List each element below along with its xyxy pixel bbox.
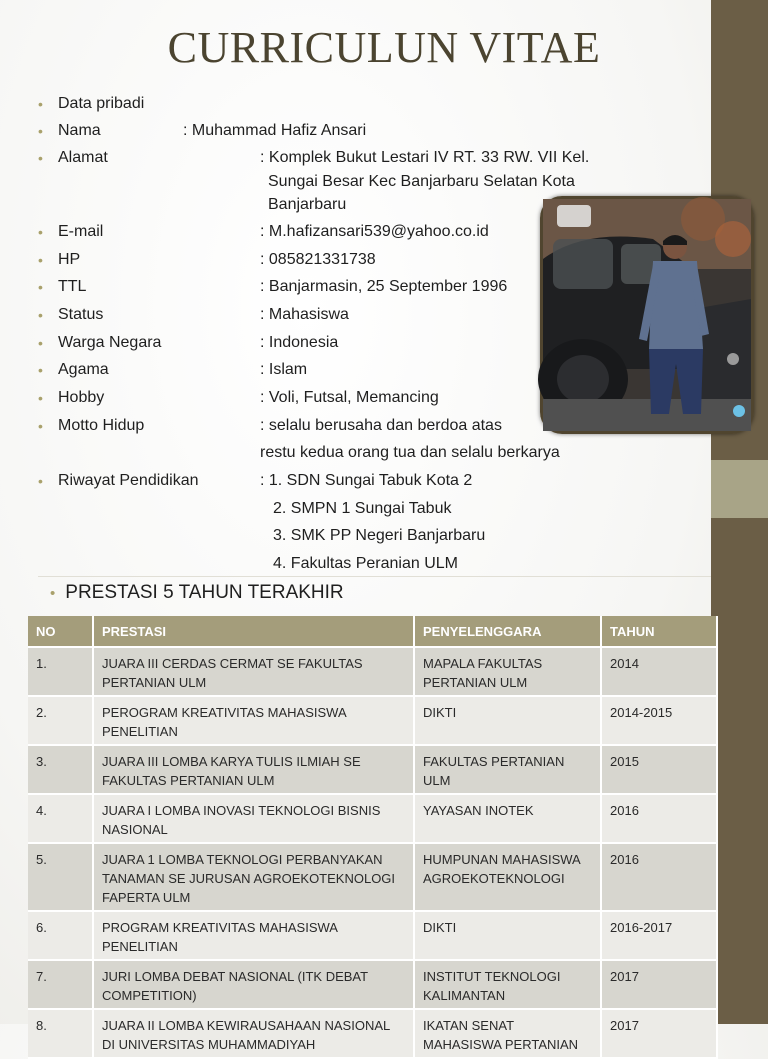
cell-tahun: 2014 (601, 647, 717, 696)
achievement-table (28, 616, 718, 1059)
table-row (28, 1009, 717, 1058)
bullet-icon: • (38, 390, 43, 406)
bio-label: Status (58, 306, 104, 323)
cell-penyelenggara: DIKTI (414, 911, 601, 960)
cell-penyelenggara: YAYASAN INOTEK (414, 794, 601, 843)
cell-no: 1. (28, 647, 93, 696)
bullet-icon: • (38, 335, 43, 351)
cell-tahun: 2016 (601, 843, 717, 911)
bio-label: HP (58, 251, 81, 268)
bullet-icon: • (38, 96, 43, 112)
bio-value-continued: restu kedua orang tua dan selalu berkarya (260, 444, 560, 461)
bullet-icon: • (38, 307, 43, 323)
cell-tahun: 2015 (601, 745, 717, 794)
bio-label: TTL (58, 278, 87, 295)
bio-value-continued: 3. SMK PP Negeri Banjarbaru (273, 527, 486, 544)
bio-value-continued: Sungai Besar Kec Banjarbaru Selatan Kota (268, 173, 575, 190)
bio-value: : Muhammad Hafiz Ansari (183, 122, 367, 139)
bullet-icon: • (38, 279, 43, 295)
bio-value-continued: 2. SMPN 1 Sungai Tabuk (273, 500, 452, 517)
cell-tahun: 2016 (601, 794, 717, 843)
table-row (28, 647, 717, 696)
cell-no: 8. (28, 1009, 93, 1058)
cell-prestasi: JUARA 1 LOMBA TEKNOLOGI PERBANYAKAN TANAMAN SE JURUSAN AGROEKOTEKNOLOGI FAPERTA ULM (93, 843, 414, 911)
bio-value: : Islam (260, 361, 308, 378)
cell-no: 2. (28, 696, 93, 745)
cell-penyelenggara: IKATAN SENAT MAHASISWA PERTANIAN (414, 1009, 601, 1058)
cell-penyelenggara: MAPALA FAKULTAS PERTANIAN ULM (414, 647, 601, 696)
bio-value: : Indonesia (260, 334, 339, 351)
bullet-icon: • (38, 123, 43, 139)
cell-prestasi: PROGRAM KREATIVITAS MAHASISWA PENELITIAN (93, 911, 414, 960)
cell-prestasi: JUARA I LOMBA INOVASI TEKNOLOGI BISNIS NASIONAL (93, 794, 414, 843)
cell-tahun: 2014-2015 (601, 696, 717, 745)
table-row (28, 911, 717, 960)
table-row (28, 960, 717, 1009)
bio-value: : selalu berusaha dan berdoa atas (260, 417, 502, 434)
cell-penyelenggara: INSTITUT TEKNOLOGI KALIMANTAN (414, 960, 601, 1009)
bullet-icon: • (50, 585, 56, 602)
header-no: NO (28, 616, 93, 647)
bio-label: E-mail (58, 223, 104, 240)
bullet-icon: • (38, 252, 43, 268)
bullet-icon: • (38, 473, 43, 489)
bio-value: : Mahasiswa (260, 306, 349, 323)
cell-prestasi: PEROGRAM KREATIVITAS MAHASISWA PENELITIAN (93, 696, 414, 745)
cell-penyelenggara: FAKULTAS PERTANIAN ULM (414, 745, 601, 794)
bio-value-continued: 4. Fakultas Peranian ULM (273, 555, 458, 572)
bio-value: : 1. SDN Sungai Tabuk Kota 2 (260, 472, 473, 489)
section-title: PRESTASI 5 TAHUN TERAKHIR (65, 582, 344, 603)
cell-tahun: 2017 (601, 960, 717, 1009)
cell-no: 5. (28, 843, 93, 911)
side-decor-accent (711, 460, 768, 518)
cell-prestasi: JUARA II LOMBA KEWIRAUSAHAAN NASIONAL DI UNIVERSITAS MUHAMMADIYAH (93, 1009, 414, 1058)
bio-label: Riwayat Pendidikan (58, 472, 199, 489)
cell-prestasi: JUARA III LOMBA KARYA TULIS ILMIAH SE FAKULTAS PERTANIAN ULM (93, 745, 414, 794)
bullet-icon: • (38, 150, 43, 166)
section-heading (50, 582, 344, 604)
cell-prestasi: JURI LOMBA DEBAT NASIONAL (ITK DEBAT COMPETITION) (93, 960, 414, 1009)
bio-label: Alamat (58, 149, 108, 166)
table-row (28, 745, 717, 794)
profile-photo-illustration (543, 199, 751, 431)
bio-value: : Banjarmasin, 25 September 1996 (260, 278, 508, 295)
bio-label: Nama (58, 122, 101, 139)
section-divider (38, 576, 711, 577)
bullet-icon: • (38, 224, 43, 240)
table-header-row (28, 616, 717, 647)
table-row (28, 843, 717, 911)
cell-no: 3. (28, 745, 93, 794)
bio-label: Warga Negara (58, 334, 162, 351)
cell-no: 6. (28, 911, 93, 960)
table-row (28, 794, 717, 843)
cell-tahun: 2016-2017 (601, 911, 717, 960)
bio-value: : Voli, Futsal, Memancing (260, 389, 439, 406)
cell-penyelenggara: HUMPUNAN MAHASISWA AGROEKOTEKNOLOGI (414, 843, 601, 911)
table-row (28, 696, 717, 745)
bio-label: Hobby (58, 389, 105, 406)
profile-photo (540, 196, 754, 434)
bullet-icon: • (38, 362, 43, 378)
header-prestasi: PRESTASI (93, 616, 414, 647)
bio-value-continued: Banjarbaru (268, 196, 347, 213)
header-tahun: TAHUN (601, 616, 717, 647)
bio-value: : M.hafizansari539@yahoo.co.id (260, 223, 489, 240)
bullet-icon: • (38, 418, 43, 434)
bio-value: : Komplek Bukut Lestari IV RT. 33 RW. VII Kel. (260, 149, 590, 166)
cell-tahun: 2017 (601, 1009, 717, 1058)
bio-label: Motto Hidup (58, 417, 145, 434)
bio-heading: Data pribadi (58, 95, 145, 112)
cell-no: 4. (28, 794, 93, 843)
cell-penyelenggara: DIKTI (414, 696, 601, 745)
page-title: CURRICULUN VITAE (167, 23, 601, 72)
cell-prestasi: JUARA III CERDAS CERMAT SE FAKULTAS PERTANIAN ULM (93, 647, 414, 696)
bio-value: : 085821331738 (260, 251, 376, 268)
cell-no: 7. (28, 960, 93, 1009)
bio-label: Agama (58, 361, 109, 378)
header-penyelenggara: PENYELENGGARA (414, 616, 601, 647)
